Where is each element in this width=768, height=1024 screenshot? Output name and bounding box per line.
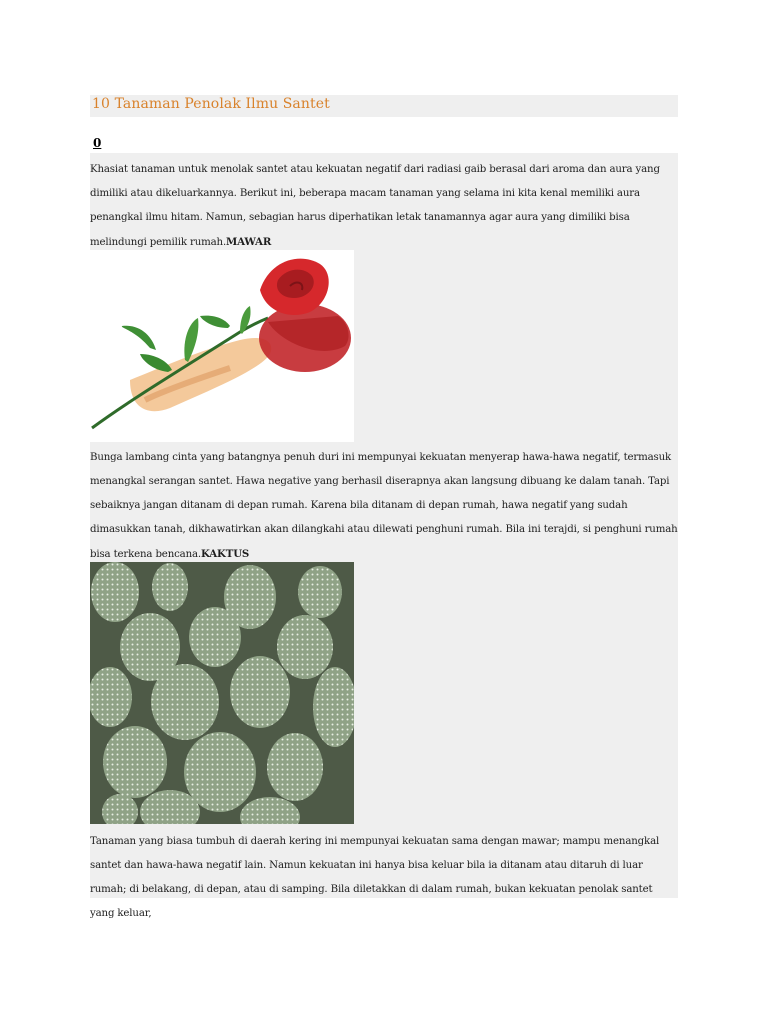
intro-text: Khasiat tanaman untuk menolak santet atau kekuatan negatif dari radiasi gaib berasal dari aroma dan aura yang dimiliki atau dikeluarkannya. Berikut ini, beberapa macam tanaman yang selama ini kita kenal memiliki aura penangkal ilmu hitam. Namun, sebagian harus diperhatikan letak tanamannya agar aura yang dimiliki bisa melindungi pemilik rumah. [90,164,660,248]
mawar-paragraph [90,446,678,567]
mawar-text: Bunga lambang cinta yang batangnya penuh duri ini mempunyai kekuatan menyerap hawa-hawa negatif, termasuk menangkal serangan santet. Hawa negative yang berhasil diserapnya akan langsung dibuang ke dalam tanah. Tapi sebaiknya jangan ditanam di depan rumah. Karena bila ditanam di depan rumah, hawa negatif yang sudah dimasukkan tanah, dikhawatirkan akan dilangkahi atau dilewati penghuni rumah. Bila ini terajdi, si penghuni rumah bisa terkena bencana. [90,452,678,560]
mawar-heading: MAWAR [226,236,272,248]
kaktus-paragraph [90,830,678,926]
intro-paragraph [90,158,678,255]
comment-count-link[interactable]: 0 [93,136,102,150]
kaktus-heading: KAKTUS [201,548,250,560]
title-bar [90,95,678,117]
kaktus-text: Tanaman yang biasa tumbuh di daerah kering ini mempunyai kekuatan sama dengan mawar; mampu menangkal santet dan hawa-hawa negatif lain. Namun kekuatan ini hanya bisa keluar bila ia ditanam atau ditaruh di luar rumah; di belakang, di depan, atau di samping. Bila diletakkan di dalam rumah, bukan kekuatan penolak santet yang keluar, [90,836,660,919]
page-title: 10 Tanaman Penolak Ilmu Santet [92,96,330,112]
rose-image [90,250,354,442]
cactus-image [90,562,354,824]
